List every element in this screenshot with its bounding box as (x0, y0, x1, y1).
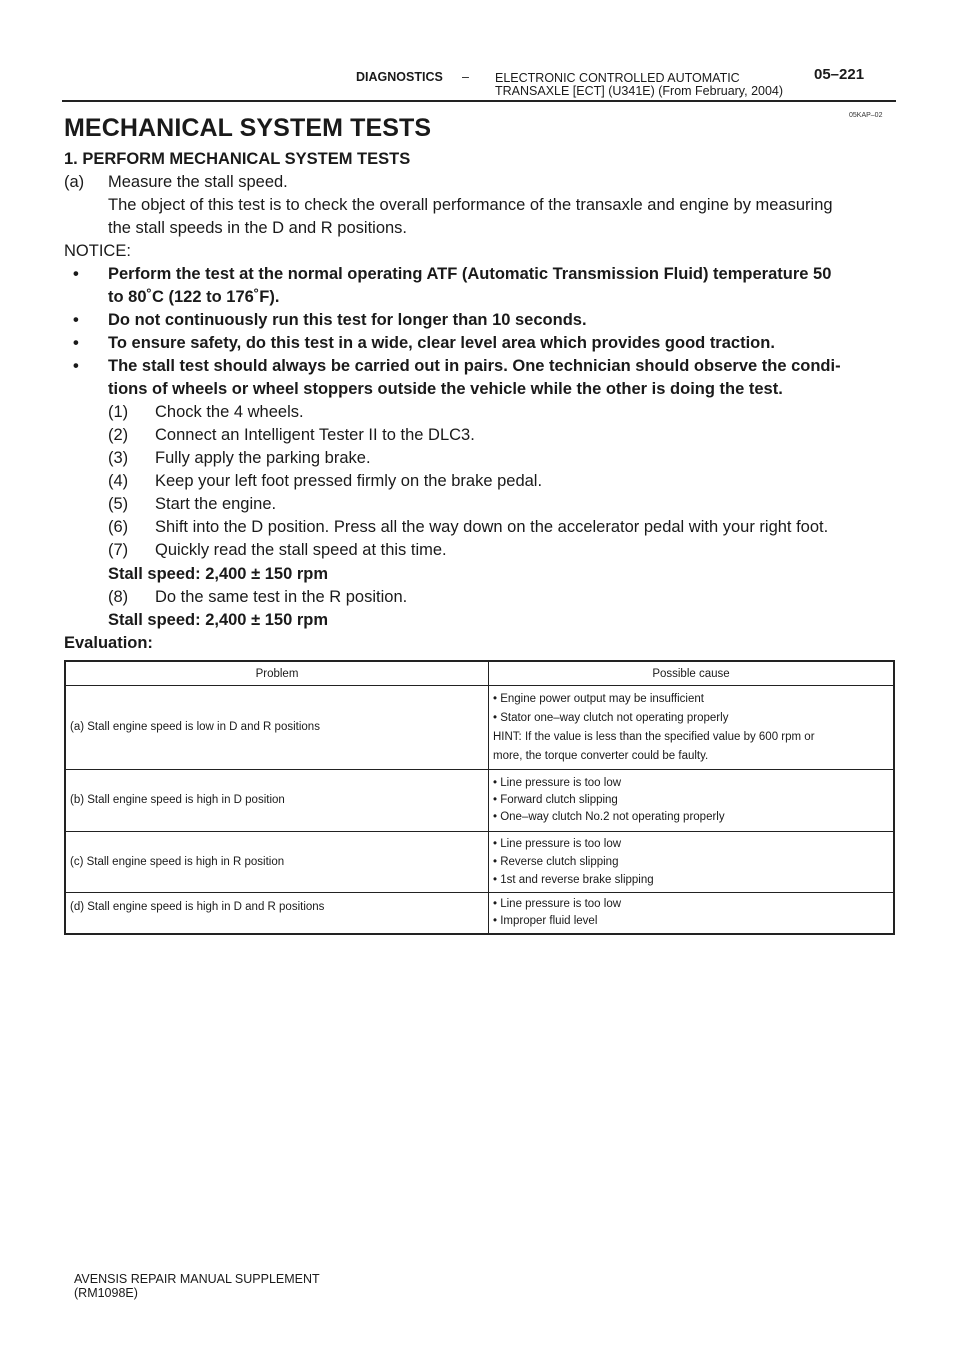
procedure-num-5: (5) (108, 495, 129, 513)
evaluation-label: Evaluation: (64, 634, 153, 652)
problem-cell: (c) Stall engine speed is high in R position (65, 832, 489, 893)
table-row (65, 770, 894, 832)
notice-bullet-1: • (73, 265, 79, 283)
procedure-text-6: Shift into the D position. Press all the way down on the accelerator pedal with your right foot. (155, 518, 829, 536)
problem-cell: (b) Stall engine speed is high in D position (65, 770, 489, 832)
header-rule (62, 100, 896, 102)
page-title: MECHANICAL SYSTEM TESTS (64, 114, 432, 142)
step-heading: 1. PERFORM MECHANICAL SYSTEM TESTS (64, 150, 411, 168)
procedure-text-5: Start the engine. (155, 495, 277, 513)
document-code: 05KAP–02 (849, 112, 883, 119)
procedure-num-1: (1) (108, 403, 129, 421)
procedure-num-2: (2) (108, 426, 129, 444)
table-row (65, 893, 894, 934)
stall-speed-spec-d: Stall speed: 2,400 ± 150 rpm (108, 565, 328, 583)
cause-item: • Line pressure is too low (493, 777, 622, 789)
procedure-text-1: Chock the 4 wheels. (155, 403, 304, 421)
cause-item: • Reverse clutch slipping (493, 856, 619, 868)
problem-cell: (d) Stall engine speed is high in D and R positions (65, 893, 489, 934)
header-dash: – (462, 70, 469, 84)
notice-item-1-line2: to 80˚C (122 to 176˚F). (108, 288, 280, 306)
cause-cell (489, 832, 895, 893)
notice-bullet-3: • (73, 334, 79, 352)
notice-item-1-line1: Perform the test at the normal operating ATF (Automatic Transmission Fluid) temperature 50 (108, 265, 832, 283)
column-header-possible-cause: Possible cause (489, 661, 895, 686)
header-title-line2: TRANSAXLE [ECT] (U341E) (From February, 2004) (495, 84, 784, 98)
cause-cell (489, 893, 895, 934)
procedure-text-2: Connect an Intelligent Tester II to the DLC3. (155, 426, 475, 444)
cause-hint: more, the torque converter could be faulty. (493, 749, 709, 762)
table-header-row (65, 661, 894, 686)
notice-bullet-4: • (73, 357, 79, 375)
table-row (65, 686, 894, 770)
procedure-num-3: (3) (108, 449, 129, 467)
cause-cell (489, 770, 895, 832)
notice-item-3: To ensure safety, do this test in a wide, clear level area which provides good traction. (108, 334, 775, 352)
procedure-num-7: (7) (108, 541, 129, 559)
footer-manual-name: AVENSIS REPAIR MANUAL SUPPLEMENT (74, 1272, 320, 1286)
cause-item: • Line pressure is too low (493, 838, 622, 850)
notice-item-4-line1: The stall test should always be carried out in pairs. One technician should observe the condi- (108, 357, 841, 375)
stall-speed-spec-r: Stall speed: 2,400 ± 150 rpm (108, 611, 328, 629)
cause-cell (489, 686, 895, 770)
procedure-text-4: Keep your left foot pressed firmly on the brake pedal. (155, 472, 543, 490)
header-section: DIAGNOSTICS (356, 70, 443, 84)
cause-item: • 1st and reverse brake slipping (493, 874, 654, 886)
sub-a-label: (a) (64, 173, 85, 191)
page-number: 05–221 (814, 66, 865, 83)
procedure-text-8: Do the same test in the R position. (155, 588, 408, 606)
notice-item-2: Do not continuously run this test for longer than 10 seconds. (108, 311, 587, 329)
cause-item: • One–way clutch No.2 not operating properly (493, 811, 725, 823)
table-row (65, 832, 894, 893)
header-title-line1: ELECTRONIC CONTROLLED AUTOMATIC (495, 71, 740, 85)
notice-label: NOTICE: (64, 242, 131, 260)
footer-manual-code: (RM1098E) (74, 1286, 138, 1300)
sub-a-body-line2: the stall speeds in the D and R positions. (108, 219, 408, 237)
notice-item-4-line2: tions of wheels or wheel stoppers outside the vehicle while the other is doing the test. (108, 380, 783, 398)
cause-item: • Improper fluid level (493, 914, 598, 927)
evaluation-table (64, 660, 895, 935)
cause-hint: HINT: If the value is less than the specified value by 600 rpm or (493, 730, 815, 743)
notice-bullet-2: • (73, 311, 79, 329)
procedure-num-8: (8) (108, 588, 129, 606)
procedure-num-4: (4) (108, 472, 129, 490)
cause-item: • Stator one–way clutch not operating properly (493, 711, 729, 724)
sub-a-heading: Measure the stall speed. (108, 173, 288, 191)
procedure-text-7: Quickly read the stall speed at this time. (155, 541, 447, 559)
column-header-problem: Problem (65, 661, 489, 686)
cause-item: • Forward clutch slipping (493, 794, 618, 806)
cause-item: • Engine power output may be insufficient (493, 692, 704, 705)
procedure-text-3: Fully apply the parking brake. (155, 449, 371, 467)
procedure-num-6: (6) (108, 518, 129, 536)
sub-a-body-line1: The object of this test is to check the overall performance of the transaxle and engine by measuring (108, 196, 833, 214)
cause-item: • Line pressure is too low (493, 897, 622, 910)
problem-cell: (a) Stall engine speed is low in D and R positions (65, 686, 489, 770)
